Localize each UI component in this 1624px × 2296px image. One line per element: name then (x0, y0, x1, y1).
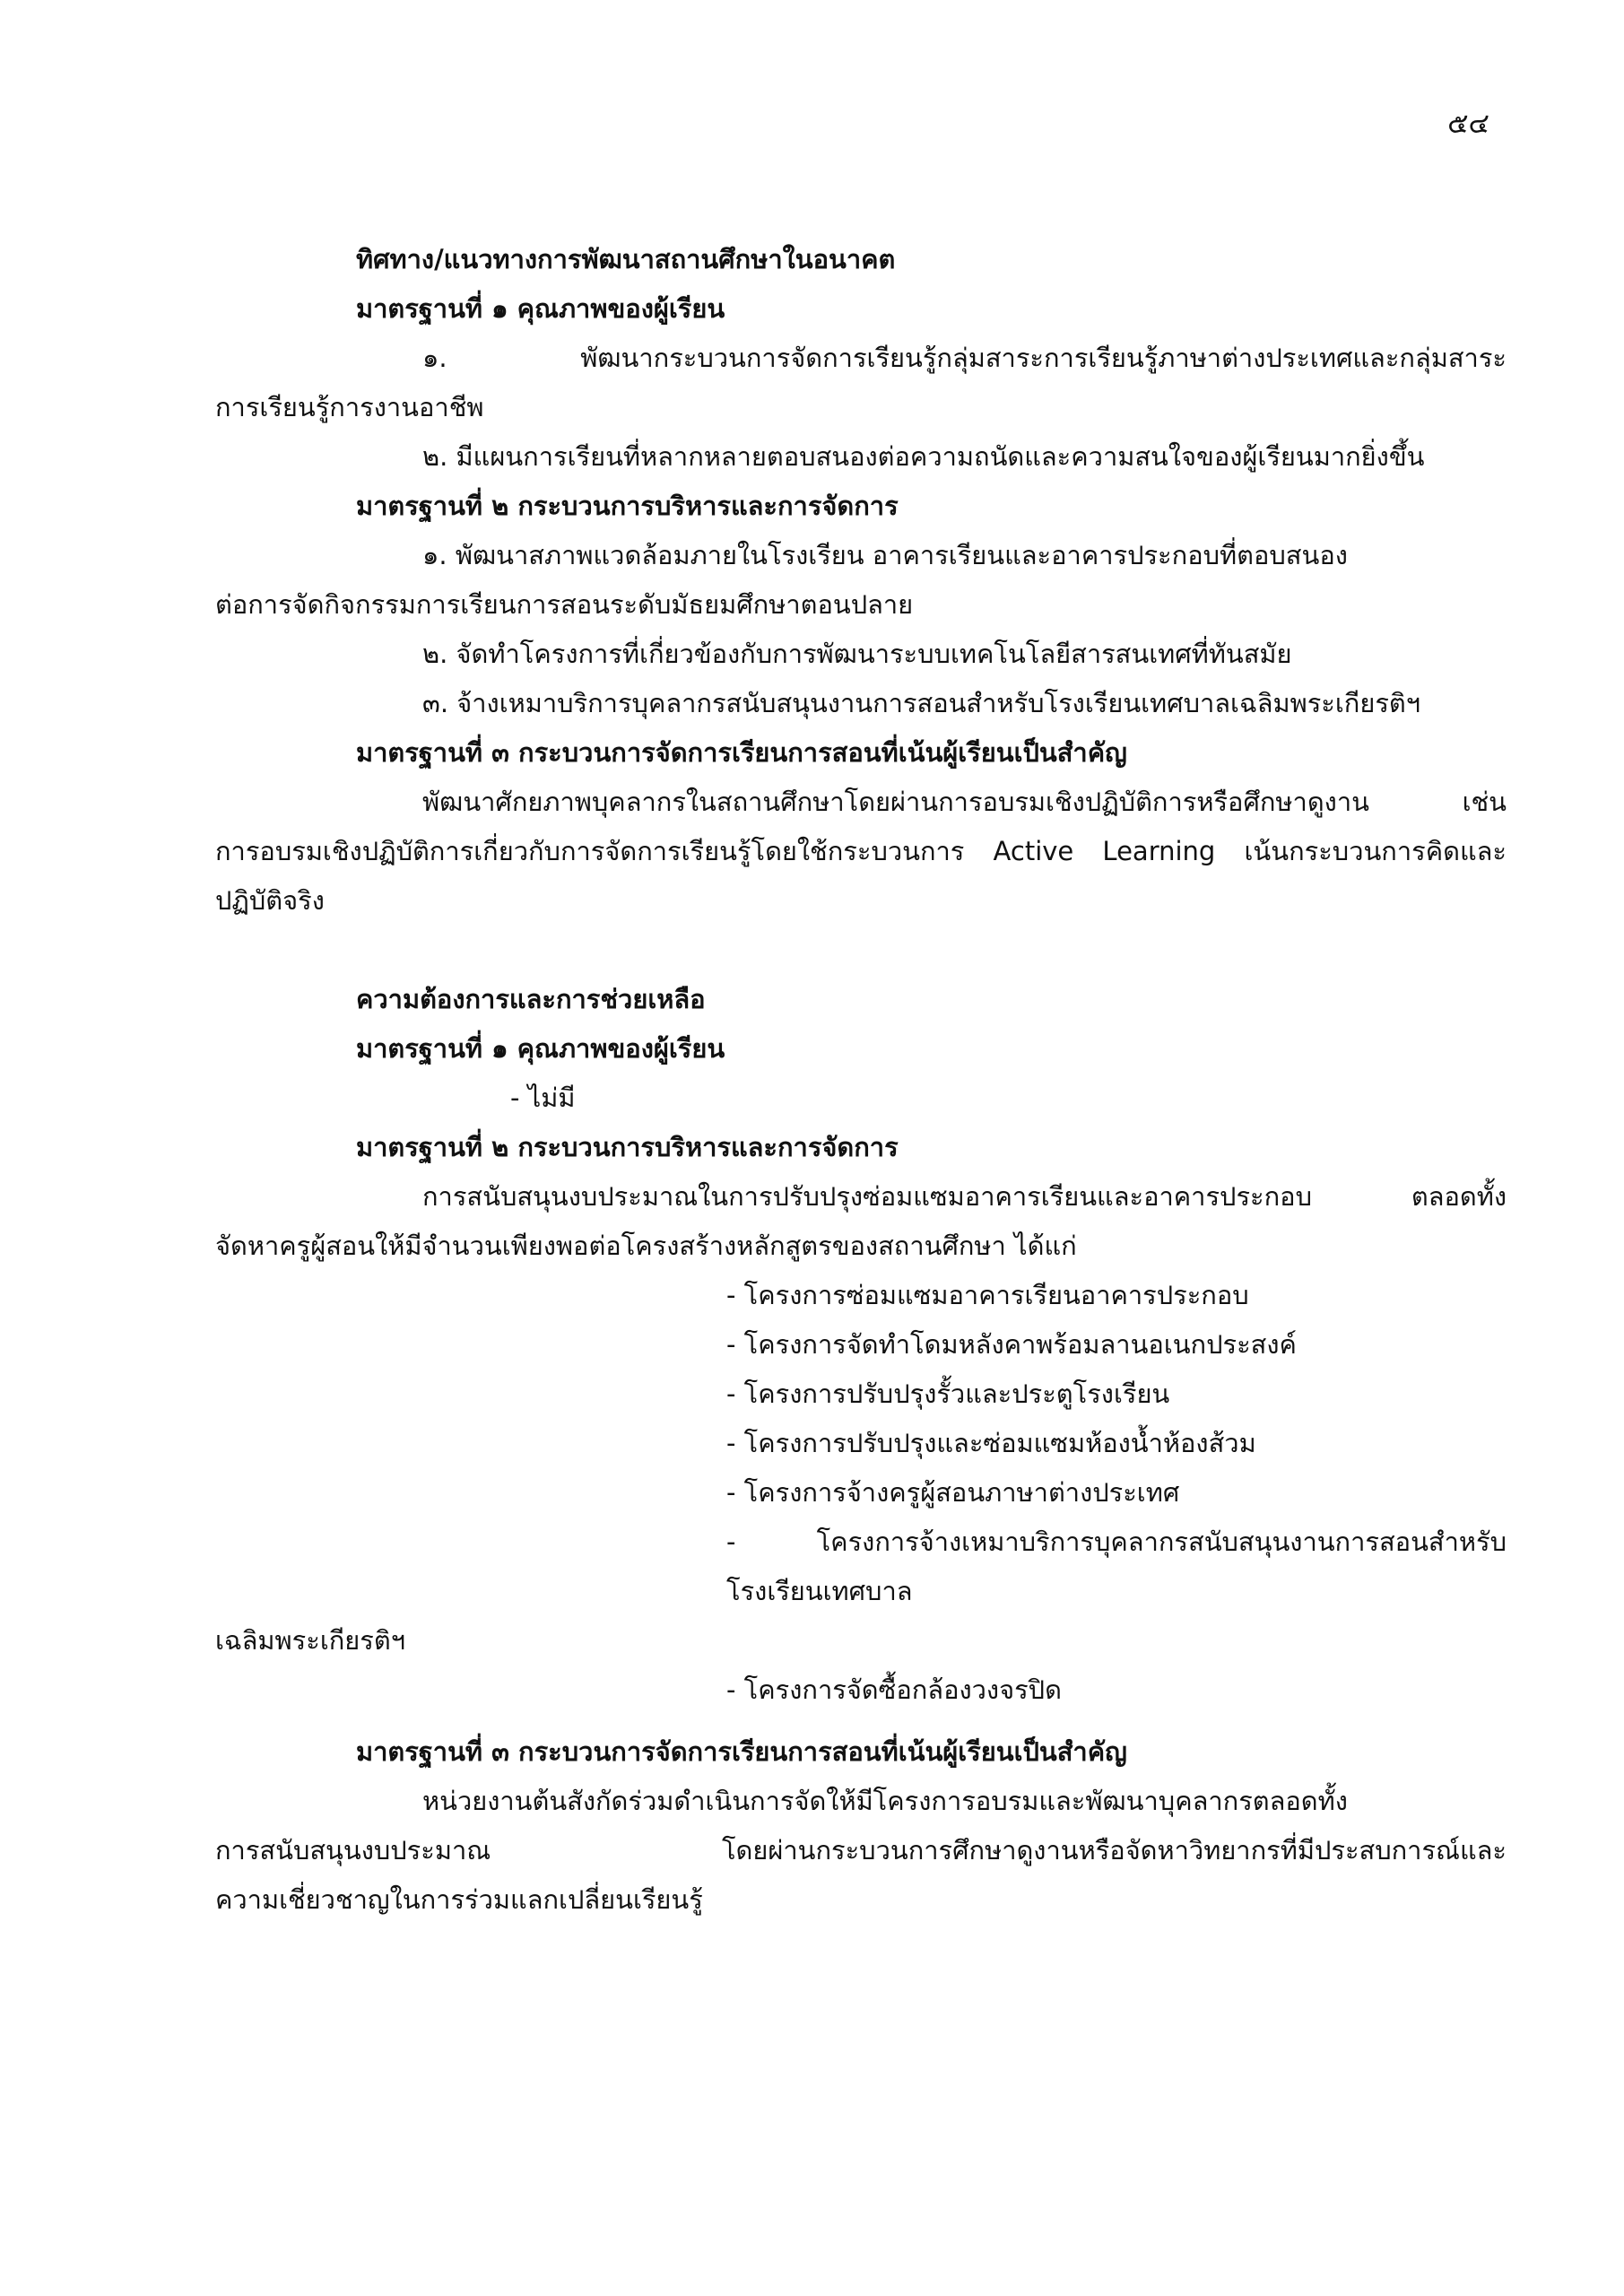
standard-1-heading: มาตรฐานที่ ๑ คุณภาพของผู้เรียน (356, 293, 725, 324)
project-item: - โครงการซ่อมแซมอาคารเรียนอาคารประกอบ (726, 1280, 1249, 1310)
needs-standard-3-paragraph-line-2: การสนับสนุนงบประมาณ โดยผ่านกระบวนการศึกษาดูงานหรือจัดหาวิทยากรที่มีประสบการณ์และ (215, 1835, 1507, 1866)
standard-1-item-2: ๒. มีแผนการเรียนที่หลากหลายตอบสนองต่อความถนัดและความสนใจของผู้เรียนมากยิ่งขึ้น (422, 441, 1425, 472)
needs-standard-1-heading: มาตรฐานที่ ๑ คุณภาพของผู้เรียน (356, 1033, 725, 1064)
project-item-cont: เฉลิมพระเกียรติฯ (215, 1625, 405, 1656)
standard-2-item-3: ๓. จ้างเหมาบริการบุคลากรสนับสนุนงานการสอนสำหรับโรงเรียนเทศบาลเฉลิมพระเกียรติฯ (422, 688, 1421, 718)
project-item: - โครงการจัดทำโดมหลังคาพร้อมลานอเนกประสงค์ (726, 1329, 1297, 1360)
project-item: - โครงการปรับปรุงรั้วและประตูโรงเรียน (726, 1378, 1170, 1409)
project-item: - โครงการจ้างเหมาบริการบุคลากรสนับสนุนงานการสอนสำหรับโรงเรียนเทศบาล (726, 1526, 1507, 1606)
section-spacer-small (215, 1715, 1507, 1727)
standard-2-item-2: ๒. จัดทำโครงการที่เกี่ยวข้องกับการพัฒนาระบบเทคโนโลยีสารสนเทศที่ทันสมัย (422, 639, 1292, 669)
needs-standard-1-item: - ไม่มี (510, 1083, 576, 1113)
standard-2-heading: มาตรฐานที่ ๒ กระบวนการบริหารและการจัดการ (356, 491, 899, 521)
needs-standard-3-paragraph-line-3: ความเชี่ยวชาญในการร่วมแลกเปลี่ยนเรียนรู้ (215, 1884, 703, 1915)
section-title-future-direction: ทิศทาง/แนวทางการพัฒนาสถานศึกษาในอนาคต (356, 244, 896, 274)
needs-standard-3-paragraph-line-1: หน่วยงานต้นสังกัดร่วมดำเนินการจัดให้มีโครงการอบรมและพัฒนาบุคลากรตลอดทั้ง (422, 1786, 1348, 1816)
project-item: - โครงการจัดซื้อกล้องวงจรปิด (726, 1674, 1062, 1705)
standard-3-heading: มาตรฐานที่ ๓ กระบวนการจัดการเรียนการสอนที่เน้นผู้เรียนเป็นสำคัญ (356, 737, 1127, 768)
needs-standard-3-heading: มาตรฐานที่ ๓ กระบวนการจัดการเรียนการสอนที่เน้นผู้เรียนเป็นสำคัญ (356, 1736, 1127, 1767)
section-title-needs-and-assistance: ความต้องการและการช่วยเหลือ (356, 984, 706, 1014)
page-number: ๕๔ (1447, 108, 1489, 140)
project-item: - โครงการปรับปรุงและซ่อมแซมห้องน้ำห้องส้วม (726, 1428, 1256, 1458)
standard-1-item-1: ๑. พัฒนากระบวนการจัดการเรียนรู้กลุ่มสาระการเรียนรู้ภาษาต่างประเทศและกลุ่มสาระ (422, 343, 1507, 373)
standard-2-item-1-cont: ต่อการจัดกิจกรรมการเรียนการสอนระดับมัธยมศึกษาตอนปลาย (215, 589, 914, 620)
standard-3-paragraph-line-2: การอบรมเชิงปฏิบัติการเกี่ยวกับการจัดการเรียนรู้โดยใช้กระบวนการ Active Learning เน้นกระบวนการคิดและ (215, 836, 1507, 866)
standard-2-item-1: ๑. พัฒนาสภาพแวดล้อมภายในโรงเรียน อาคารเรียนและอาคารประกอบที่ตอบสนอง (422, 540, 1348, 570)
document-body (215, 235, 1507, 1925)
needs-standard-2-paragraph-line-2: จัดหาครูผู้สอนให้มีจำนวนเพียงพอต่อโครงสร้างหลักสูตรของสถานศึกษา ได้แก่ (215, 1231, 1077, 1261)
standard-3-paragraph-line-1: พัฒนาศักยภาพบุคลากรในสถานศึกษาโดยผ่านการอบรมเชิงปฏิบัติการหรือศึกษาดูงาน เช่น (422, 787, 1507, 817)
project-item: - โครงการจ้างครูผู้สอนภาษาต่างประเทศ (726, 1477, 1180, 1508)
needs-standard-2-heading: มาตรฐานที่ ๒ กระบวนการบริหารและการจัดการ (356, 1132, 899, 1162)
standard-3-paragraph-line-3: ปฏิบัติจริง (215, 885, 325, 916)
standard-1-item-1-cont: การเรียนรู้การงานอาชีพ (215, 392, 484, 422)
section-spacer (215, 926, 1507, 975)
needs-standard-2-paragraph-line-1: การสนับสนุนงบประมาณในการปรับปรุงซ่อมแซมอาคารเรียนและอาคารประกอบ ตลอดทั้ง (422, 1181, 1507, 1212)
